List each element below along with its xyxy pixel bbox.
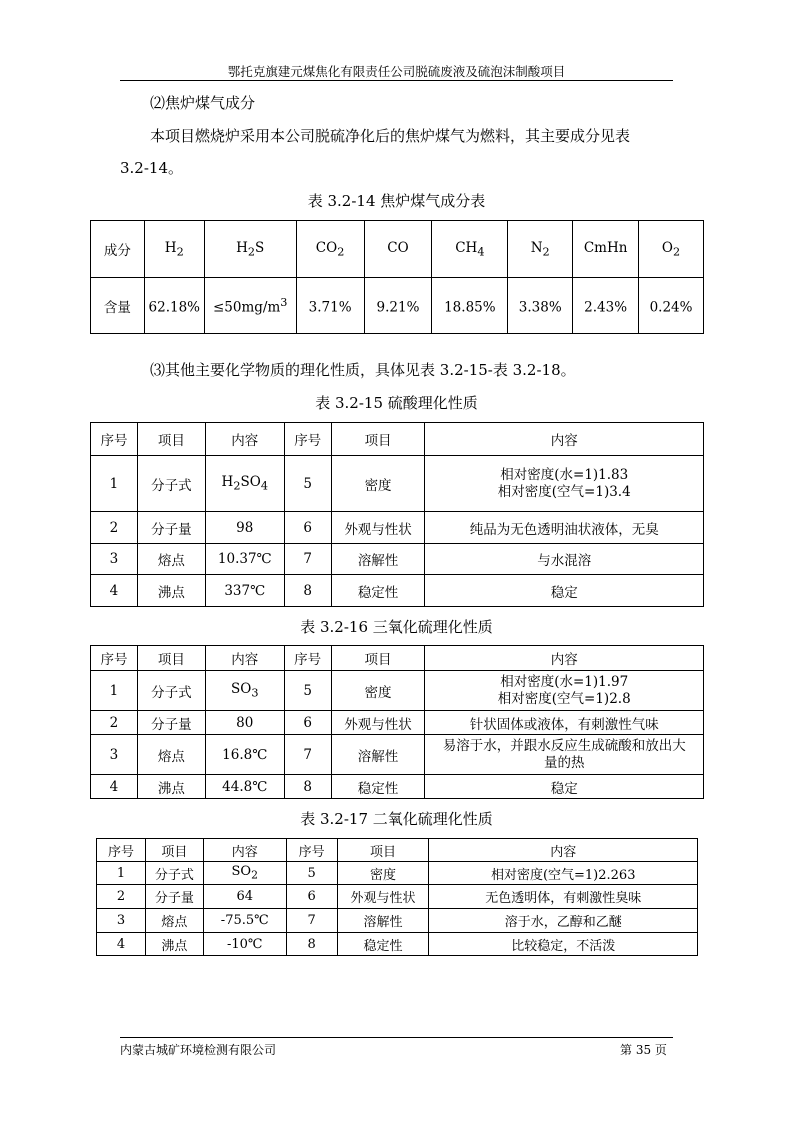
header-content: 内容 — [205, 646, 284, 671]
page-header-title: 鄂托克旗建元煤焦化有限责任公司脱硫废液及硫泡沫制酸项目 — [227, 64, 566, 79]
row-label-content: 含量 — [91, 278, 145, 334]
cell-content: 溶于水，乙醇和乙醚 — [429, 909, 698, 933]
cell-no: 6 — [286, 885, 337, 909]
component-value: $\le 50mg/m^3$ — [204, 278, 296, 334]
cell-item: 密度 — [331, 671, 425, 711]
table-row — [91, 456, 704, 512]
component-name: CO — [364, 221, 432, 278]
cell-item: 沸点 — [137, 775, 205, 799]
table-caption-3-2-17: 表 3.2-17 二氧化硫理化性质 — [300, 810, 493, 828]
cell-item: 分子量 — [137, 512, 205, 544]
table-caption-3-2-15: 表 3.2-15 硫酸理化性质 — [315, 394, 478, 412]
cell-content: 相对密度(空气=1)2.263 — [429, 862, 698, 885]
component-value: 0.24% — [639, 278, 704, 334]
cell-content: 337℃ — [205, 575, 284, 607]
paragraph-line: 3.2-14。 — [120, 159, 184, 177]
component-name: $N_2$ — [508, 221, 573, 278]
table-caption-3-2-14: 表 3.2-14 焦炉煤气成分表 — [307, 192, 486, 210]
cell-item: 熔点 — [145, 909, 203, 933]
component-name: $CO_2$ — [296, 221, 364, 278]
cell-content: $SO_3$ — [205, 671, 284, 711]
cell-content: 与水混溶 — [425, 544, 704, 575]
section-heading-coke-gas: ⑵焦炉煤气成分 — [150, 94, 256, 112]
table-row — [91, 735, 704, 775]
cell-no: 3 — [91, 735, 138, 775]
cell-no: 1 — [97, 862, 146, 885]
table-row — [91, 711, 704, 735]
cell-no: 1 — [91, 456, 138, 512]
cell-no: 6 — [284, 711, 331, 735]
cell-content: 80 — [205, 711, 284, 735]
cell-content: 易溶于水，并跟水反应生成硫酸和放出大 量的热 — [425, 735, 704, 775]
cell-no: 7 — [284, 735, 331, 775]
cell-content: 44.8℃ — [205, 775, 284, 799]
cell-no: 6 — [284, 512, 331, 544]
cell-item: 分子式 — [145, 862, 203, 885]
header-content: 内容 — [203, 839, 286, 862]
cell-item: 外观与性状 — [337, 885, 429, 909]
table-row — [91, 775, 704, 799]
cell-no: 8 — [286, 933, 337, 956]
component-value: 2.43% — [573, 278, 639, 334]
cell-no: 3 — [97, 909, 146, 933]
cell-content: 16.8℃ — [205, 735, 284, 775]
cell-item: 分子式 — [137, 456, 205, 512]
component-name: $CH_4$ — [432, 221, 508, 278]
cell-item: 熔点 — [137, 544, 205, 575]
sulfur-dioxide-properties-table — [96, 838, 698, 956]
paragraph-line: 本项目燃烧炉采用本公司脱硫净化后的焦炉煤气为燃料，其主要成分见表 — [150, 127, 631, 145]
cell-item: 溶解性 — [337, 909, 429, 933]
footer-divider — [120, 1037, 673, 1038]
header-content: 内容 — [205, 423, 284, 456]
sulfuric-acid-properties-table — [90, 422, 704, 607]
header-no: 序号 — [286, 839, 337, 862]
cell-content: 纯品为无色透明油状液体，无臭 — [425, 512, 704, 544]
cell-content: 相对密度(水=1)1.83 相对密度(空气=1)3.4 — [425, 456, 704, 512]
cell-no: 1 — [91, 671, 138, 711]
component-value: 9.21% — [364, 278, 432, 334]
header-divider — [120, 80, 673, 81]
component-name: $H_2S$ — [204, 221, 296, 278]
table-header-row — [97, 839, 698, 862]
component-value: 3.38% — [508, 278, 573, 334]
header-item: 项目 — [337, 839, 429, 862]
header-no: 序号 — [284, 646, 331, 671]
table-row — [97, 885, 698, 909]
component-value: 18.85% — [432, 278, 508, 334]
table-row — [91, 278, 704, 334]
table-row — [91, 544, 704, 575]
cell-item: 稳定性 — [331, 775, 425, 799]
header-no: 序号 — [284, 423, 331, 456]
cell-item: 熔点 — [137, 735, 205, 775]
cell-item: 沸点 — [145, 933, 203, 956]
cell-no: 2 — [91, 512, 138, 544]
component-value: 62.18% — [144, 278, 204, 334]
cell-item: 外观与性状 — [331, 512, 425, 544]
cell-content: $SO_2$ — [203, 862, 286, 885]
cell-no: 3 — [91, 544, 138, 575]
cell-no: 7 — [284, 544, 331, 575]
cell-no: 5 — [284, 456, 331, 512]
footer-company: 内蒙古城矿环境检测有限公司 — [120, 1043, 277, 1057]
cell-no: 7 — [286, 909, 337, 933]
cell-content: 10.37℃ — [205, 544, 284, 575]
table-header-row — [91, 646, 704, 671]
cell-no: 2 — [91, 711, 138, 735]
cell-item: 分子量 — [145, 885, 203, 909]
header-item: 项目 — [137, 423, 205, 456]
cell-item: 密度 — [331, 456, 425, 512]
table-header-row — [91, 423, 704, 456]
component-name: CmHn — [573, 221, 639, 278]
table-row — [91, 221, 704, 278]
cell-item: 稳定性 — [331, 575, 425, 607]
cell-item: 密度 — [337, 862, 429, 885]
table-caption-3-2-16: 表 3.2-16 三氧化硫理化性质 — [300, 618, 493, 636]
cell-item: 分子量 — [137, 711, 205, 735]
cell-content: 相对密度(水=1)1.97 相对密度(空气=1)2.8 — [425, 671, 704, 711]
component-value: 3.71% — [296, 278, 364, 334]
cell-no: 8 — [284, 775, 331, 799]
cell-content: $H_2SO_4$ — [205, 456, 284, 512]
cell-item: 溶解性 — [331, 735, 425, 775]
cell-item: 外观与性状 — [331, 711, 425, 735]
table-row — [91, 512, 704, 544]
cell-content: 稳定 — [425, 575, 704, 607]
header-content: 内容 — [429, 839, 698, 862]
header-no: 序号 — [97, 839, 146, 862]
cell-content: 比较稳定，不活泼 — [429, 933, 698, 956]
table-row — [97, 933, 698, 956]
coke-gas-composition-table — [90, 220, 704, 334]
header-item: 项目 — [331, 423, 425, 456]
cell-item: 溶解性 — [331, 544, 425, 575]
table-row — [91, 575, 704, 607]
cell-content: 无色透明体，有刺激性臭味 — [429, 885, 698, 909]
header-item: 项目 — [331, 646, 425, 671]
header-no: 序号 — [91, 646, 138, 671]
row-label-component: 成分 — [91, 221, 145, 278]
cell-no: 4 — [91, 575, 138, 607]
header-item: 项目 — [137, 646, 205, 671]
cell-item: 稳定性 — [337, 933, 429, 956]
cell-item: 沸点 — [137, 575, 205, 607]
cell-item: 分子式 — [137, 671, 205, 711]
header-no: 序号 — [91, 423, 138, 456]
cell-content: 98 — [205, 512, 284, 544]
cell-content: -10℃ — [203, 933, 286, 956]
sulfur-trioxide-properties-table — [90, 645, 704, 799]
cell-no: 8 — [284, 575, 331, 607]
header-content: 内容 — [425, 423, 704, 456]
cell-no: 2 — [97, 885, 146, 909]
component-name: $O_2$ — [639, 221, 704, 278]
cell-content: 针状固体或液体，有刺激性气味 — [425, 711, 704, 735]
cell-no: 5 — [286, 862, 337, 885]
cell-no: 4 — [97, 933, 146, 956]
cell-content: 稳定 — [425, 775, 704, 799]
section-heading-other-chemicals: ⑶其他主要化学物质的理化性质，具体见表 3.2-15-表 3.2-18。 — [150, 361, 576, 379]
table-row — [91, 671, 704, 711]
cell-no: 5 — [284, 671, 331, 711]
cell-content: -75.5℃ — [203, 909, 286, 933]
header-content: 内容 — [425, 646, 704, 671]
table-row — [97, 862, 698, 885]
table-row — [97, 909, 698, 933]
header-item: 项目 — [145, 839, 203, 862]
cell-content: 64 — [203, 885, 286, 909]
cell-no: 4 — [91, 775, 138, 799]
component-name: $H_2$ — [144, 221, 204, 278]
footer-page-number: 第 35 页 — [620, 1043, 667, 1057]
